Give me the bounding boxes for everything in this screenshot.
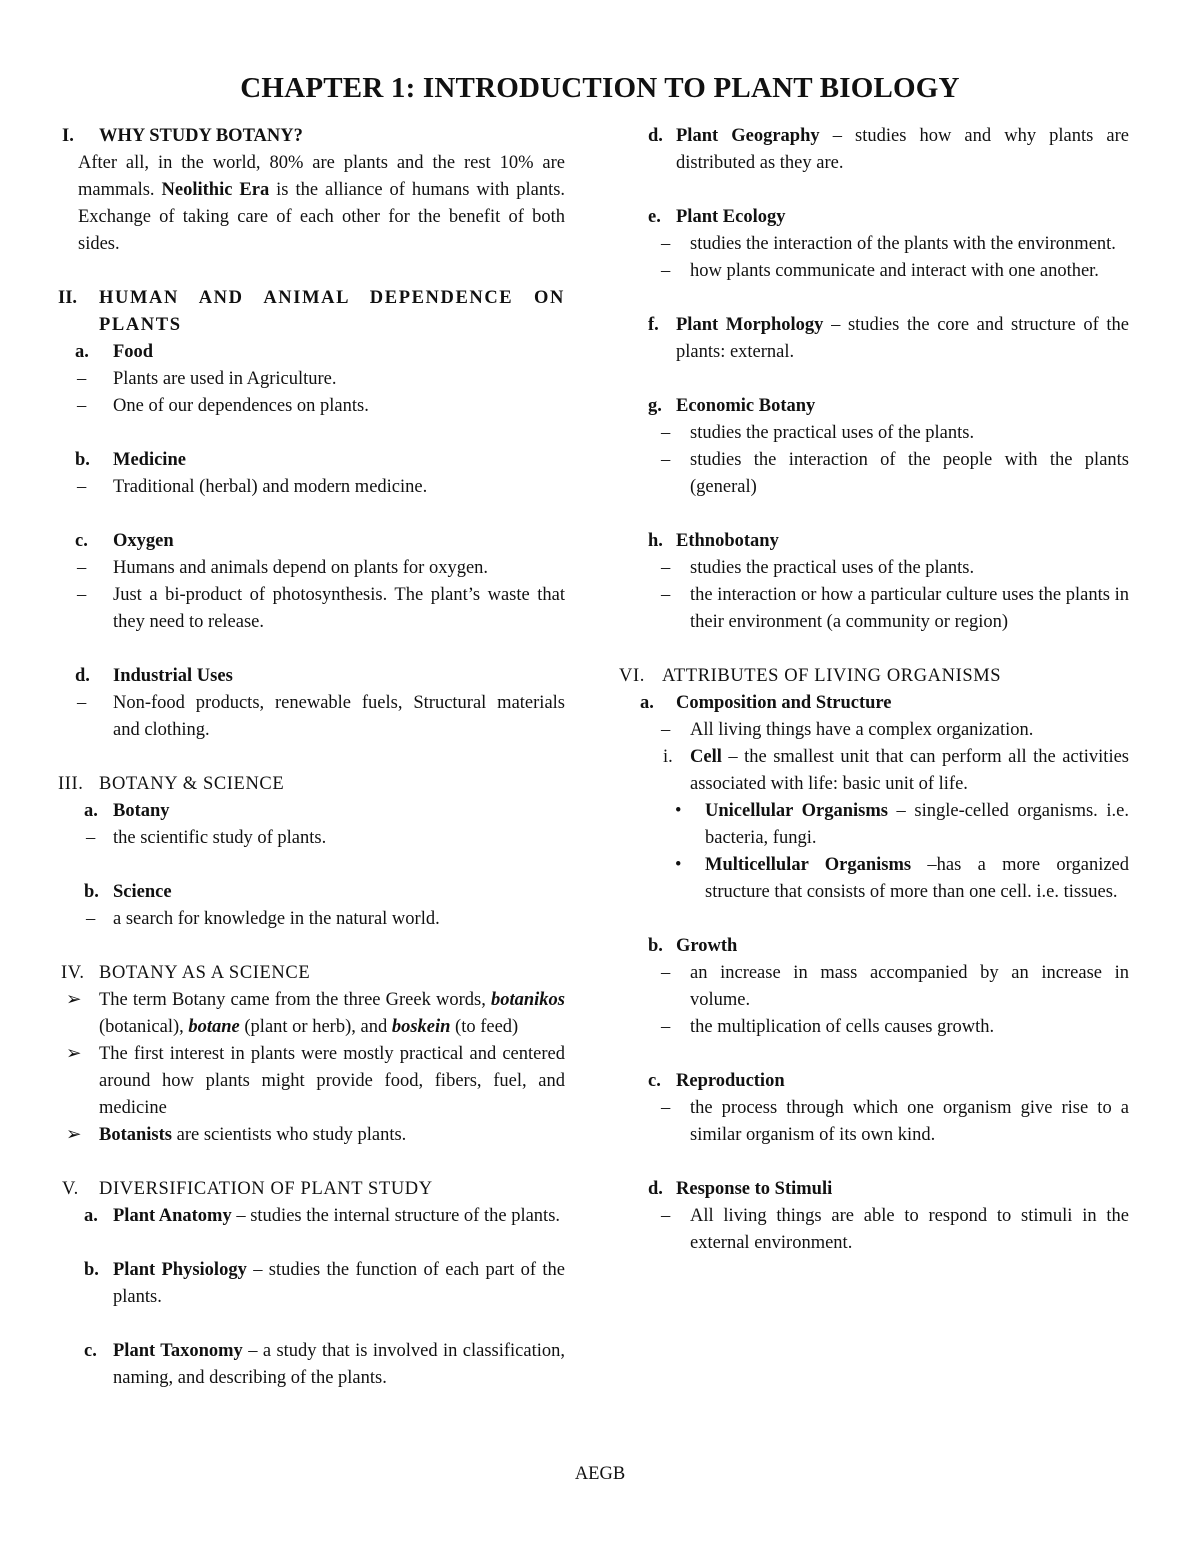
paragraph — [58, 150, 565, 258]
subheading — [58, 663, 565, 690]
subheading — [623, 1176, 1129, 1203]
text: are scientists who study plants. — [176, 1125, 407, 1145]
sub-letter: f. — [648, 315, 659, 335]
subheading — [58, 447, 565, 474]
dash-item — [623, 420, 1129, 447]
subheading — [623, 393, 1129, 420]
section-number: I. — [62, 126, 74, 146]
sub-letter: c. — [648, 1071, 661, 1091]
greek-word: boskein — [391, 1017, 451, 1037]
item-text: the process through which one organism give rise to a similar organism of its own kind. — [690, 1098, 1129, 1145]
arrow-item — [58, 1122, 565, 1149]
sub-item — [58, 1257, 565, 1311]
item-text: All living things have a complex organization. — [690, 720, 1034, 740]
sub-label: Plant Ecology — [676, 207, 786, 227]
roman-item — [623, 744, 1129, 798]
dash-item — [623, 555, 1129, 582]
dash-icon: – — [661, 720, 671, 740]
dash-item — [58, 555, 565, 582]
item-text — [99, 1122, 565, 1149]
dash-item — [58, 393, 565, 420]
item-text — [113, 1203, 565, 1230]
subheading — [623, 690, 1129, 717]
dash-icon: – — [661, 585, 671, 605]
dash-item — [623, 960, 1129, 1014]
sub-letter: b. — [84, 882, 99, 902]
dash-icon: – — [77, 477, 87, 497]
sub-letter: d. — [648, 126, 663, 146]
dash-icon: – — [661, 963, 671, 983]
item-text: All living things are able to respond to stimuli in the external environment. — [690, 1206, 1129, 1253]
right-column — [619, 123, 1130, 1257]
arrow-bullet-icon: ➢ — [66, 990, 82, 1010]
bullet-icon: • — [675, 801, 682, 821]
bold-term: Neolithic Era — [161, 180, 270, 200]
section-heading — [58, 771, 565, 798]
section-title: ATTRIBUTES OF LIVING ORGANISMS — [662, 666, 1002, 686]
section-title: HUMAN AND ANIMAL DEPENDENCE ON PLANTS — [99, 288, 565, 335]
sub-letter: a. — [75, 342, 89, 362]
text: – a study that is involved in classification, naming, and describing of the plants. — [113, 1341, 565, 1388]
section-title: DIVERSIFICATION OF PLANT STUDY — [99, 1179, 433, 1199]
sub-label: Plant Taxonomy — [113, 1341, 243, 1361]
item-text: the multiplication of cells causes growth. — [690, 1017, 995, 1037]
text: After all, in the world, 80% are plants and the rest 10% are mammals. — [78, 153, 565, 200]
dash-item — [58, 906, 565, 933]
dash-icon: – — [77, 369, 87, 389]
sub-label: Plant Physiology — [113, 1260, 247, 1280]
dash-item — [623, 447, 1129, 501]
section-heading — [58, 285, 565, 339]
sub-label: Industrial Uses — [113, 666, 233, 686]
bold-term: Cell — [690, 747, 722, 767]
dash-item — [623, 717, 1129, 744]
text: (to feed) — [455, 1017, 519, 1037]
subheading — [623, 528, 1129, 555]
arrow-bullet-icon: ➢ — [66, 1044, 82, 1064]
sub-letter: a. — [640, 693, 654, 713]
item-text: Non-food products, renewable fuels, Structural materials and clothing. — [113, 693, 565, 740]
arrow-bullet-icon: ➢ — [66, 1125, 82, 1145]
text: – studies the function of each part of the plants. — [113, 1260, 565, 1307]
text: (plant or herb), and — [244, 1017, 388, 1037]
sub-item — [58, 1338, 565, 1392]
section-number: VI. — [619, 666, 645, 686]
sub-letter: b. — [75, 450, 90, 470]
text: –has a more organized structure that consists of more than one cell. i.e. tissues. — [705, 855, 1130, 902]
sub-letter: d. — [648, 1179, 663, 1199]
dash-icon: – — [77, 396, 87, 416]
text: – studies the core and structure of the plants: external. — [676, 315, 1130, 362]
section-title: BOTANY AS A SCIENCE — [99, 963, 311, 983]
sub-letter: c. — [75, 531, 88, 551]
item-text — [705, 798, 1129, 852]
bold-term: Botanists — [99, 1125, 172, 1145]
item-text: Just a bi-product of photosynthesis. The plant’s waste that they need to release. — [113, 585, 565, 632]
item-text: The first interest in plants were mostly practical and centered around how plants might provide food, fibers, fuel, and medicine — [99, 1044, 565, 1118]
dash-icon: – — [77, 693, 87, 713]
dash-item — [58, 690, 565, 744]
subheading — [58, 879, 565, 906]
dash-item — [623, 258, 1129, 285]
dash-item — [623, 1203, 1129, 1257]
chapter-title: CHAPTER 1: INTRODUCTION TO PLANT BIOLOGY — [240, 72, 960, 104]
section-number: V. — [62, 1179, 79, 1199]
subheading — [58, 528, 565, 555]
section-heading — [58, 960, 565, 987]
item-text — [113, 1338, 565, 1392]
dash-icon: – — [661, 261, 671, 281]
text: (botanical), — [99, 1017, 184, 1037]
sub-label: Plant Geography — [676, 126, 820, 146]
item-text — [676, 123, 1129, 177]
item-text — [690, 744, 1129, 798]
text: – studies the internal structure of the plants. — [236, 1206, 561, 1226]
section-title: BOTANY & SCIENCE — [99, 774, 285, 794]
section-heading — [58, 1176, 565, 1203]
text: The term Botany came from the three Greek words, — [99, 990, 486, 1010]
item-text: an increase in mass accompanied by an increase in volume. — [690, 963, 1129, 1010]
sub-label: Oxygen — [113, 531, 174, 551]
sub-letter: h. — [648, 531, 663, 551]
item-text: Traditional (herbal) and modern medicine. — [113, 477, 428, 497]
section-number: II. — [58, 288, 78, 308]
item-text: studies the interaction of the plants with the environment. — [690, 234, 1116, 254]
dash-icon: – — [77, 558, 87, 578]
roman-numeral: i. — [663, 747, 673, 767]
sub-label: Reproduction — [676, 1071, 785, 1091]
subheading — [623, 1068, 1129, 1095]
item-text — [99, 987, 565, 1041]
dash-item — [58, 825, 565, 852]
arrow-item — [58, 987, 565, 1041]
item-text: studies the practical uses of the plants. — [690, 558, 975, 578]
sub-letter: g. — [648, 396, 662, 416]
sub-label: Food — [113, 342, 154, 362]
greek-word: botanikos — [490, 990, 565, 1010]
subheading — [58, 339, 565, 366]
dash-icon: – — [661, 423, 671, 443]
dash-item — [623, 1014, 1129, 1041]
item-text: Humans and animals depend on plants for oxygen. — [113, 558, 489, 578]
dash-icon: – — [661, 1017, 671, 1037]
item-text: how plants communicate and interact with one another. — [690, 261, 1099, 281]
sub-label: Science — [113, 882, 172, 902]
dash-item — [623, 231, 1129, 258]
dash-item — [623, 582, 1129, 636]
section-title: WHY STUDY BOTANY? — [99, 126, 303, 146]
left-column — [58, 123, 565, 1392]
subheading — [58, 798, 565, 825]
item-text: One of our dependences on plants. — [113, 396, 369, 416]
item-text — [113, 1257, 565, 1311]
section-number: IV. — [61, 963, 85, 983]
sub-label: Economic Botany — [676, 396, 816, 416]
sub-item — [623, 312, 1129, 366]
sub-label: Botany — [113, 801, 170, 821]
sub-letter: c. — [84, 1341, 97, 1361]
item-text: Plants are used in Agriculture. — [113, 369, 337, 389]
dash-icon: – — [661, 1206, 671, 1226]
sub-letter: e. — [648, 207, 661, 227]
dash-item — [58, 582, 565, 636]
text: is the alliance of humans with plants. Exchange of taking care of each other for the benefit of both sides. — [78, 180, 566, 254]
greek-word: botane — [188, 1017, 240, 1037]
sub-letter: b. — [648, 936, 663, 956]
subheading — [623, 933, 1129, 960]
sub-letter: d. — [75, 666, 90, 686]
item-text — [676, 312, 1129, 366]
arrow-item — [58, 1041, 565, 1122]
sub-item — [58, 1203, 565, 1230]
section-number: III. — [58, 774, 84, 794]
sub-label: Plant Anatomy — [113, 1206, 232, 1226]
dash-icon: – — [661, 234, 671, 254]
bullet-item — [623, 852, 1129, 906]
text: – studies how and why plants are distributed as they are. — [676, 126, 1129, 173]
dash-icon: – — [86, 828, 96, 848]
sub-label: Growth — [676, 936, 738, 956]
sub-letter: a. — [84, 1206, 98, 1226]
sub-letter: a. — [84, 801, 98, 821]
page-footer: AEGB — [574, 1464, 626, 1484]
sub-label: Response to Stimuli — [676, 1179, 833, 1199]
sub-label: Composition and Structure — [676, 693, 892, 713]
sub-label: Medicine — [113, 450, 186, 470]
sub-label: Ethnobotany — [676, 531, 779, 551]
dash-icon: – — [661, 450, 671, 470]
subheading — [623, 204, 1129, 231]
dash-icon: – — [86, 909, 96, 929]
dash-icon: – — [77, 585, 87, 605]
sub-letter: b. — [84, 1260, 99, 1280]
bold-term: Multicellular Organisms — [705, 855, 912, 875]
bullet-icon: • — [675, 855, 682, 875]
dash-icon: – — [661, 558, 671, 578]
item-text: a search for knowledge in the natural world. — [113, 909, 440, 929]
item-text: the scientific study of plants. — [113, 828, 327, 848]
sub-label: Plant Morphology — [676, 315, 824, 335]
dash-item — [58, 366, 565, 393]
dash-icon: – — [661, 1098, 671, 1118]
bullet-item — [623, 798, 1129, 852]
bold-term: Unicellular Organisms — [705, 801, 888, 821]
item-text — [705, 852, 1129, 906]
text: – the smallest unit that can perform all the activities associated with life: basic unit of life. — [690, 747, 1129, 794]
text: – single-celled organisms. i.e. bacteria, fungi. — [705, 801, 1129, 848]
item-text: studies the practical uses of the plants. — [690, 423, 975, 443]
item-text: studies the interaction of the people with the plants (general) — [690, 450, 1129, 497]
dash-item — [58, 474, 565, 501]
section-heading — [619, 663, 1129, 690]
section-heading — [58, 123, 565, 150]
dash-item — [623, 1095, 1129, 1149]
item-text: the interaction or how a particular culture uses the plants in their environment (a community or region) — [690, 585, 1129, 632]
sub-item — [623, 123, 1129, 177]
